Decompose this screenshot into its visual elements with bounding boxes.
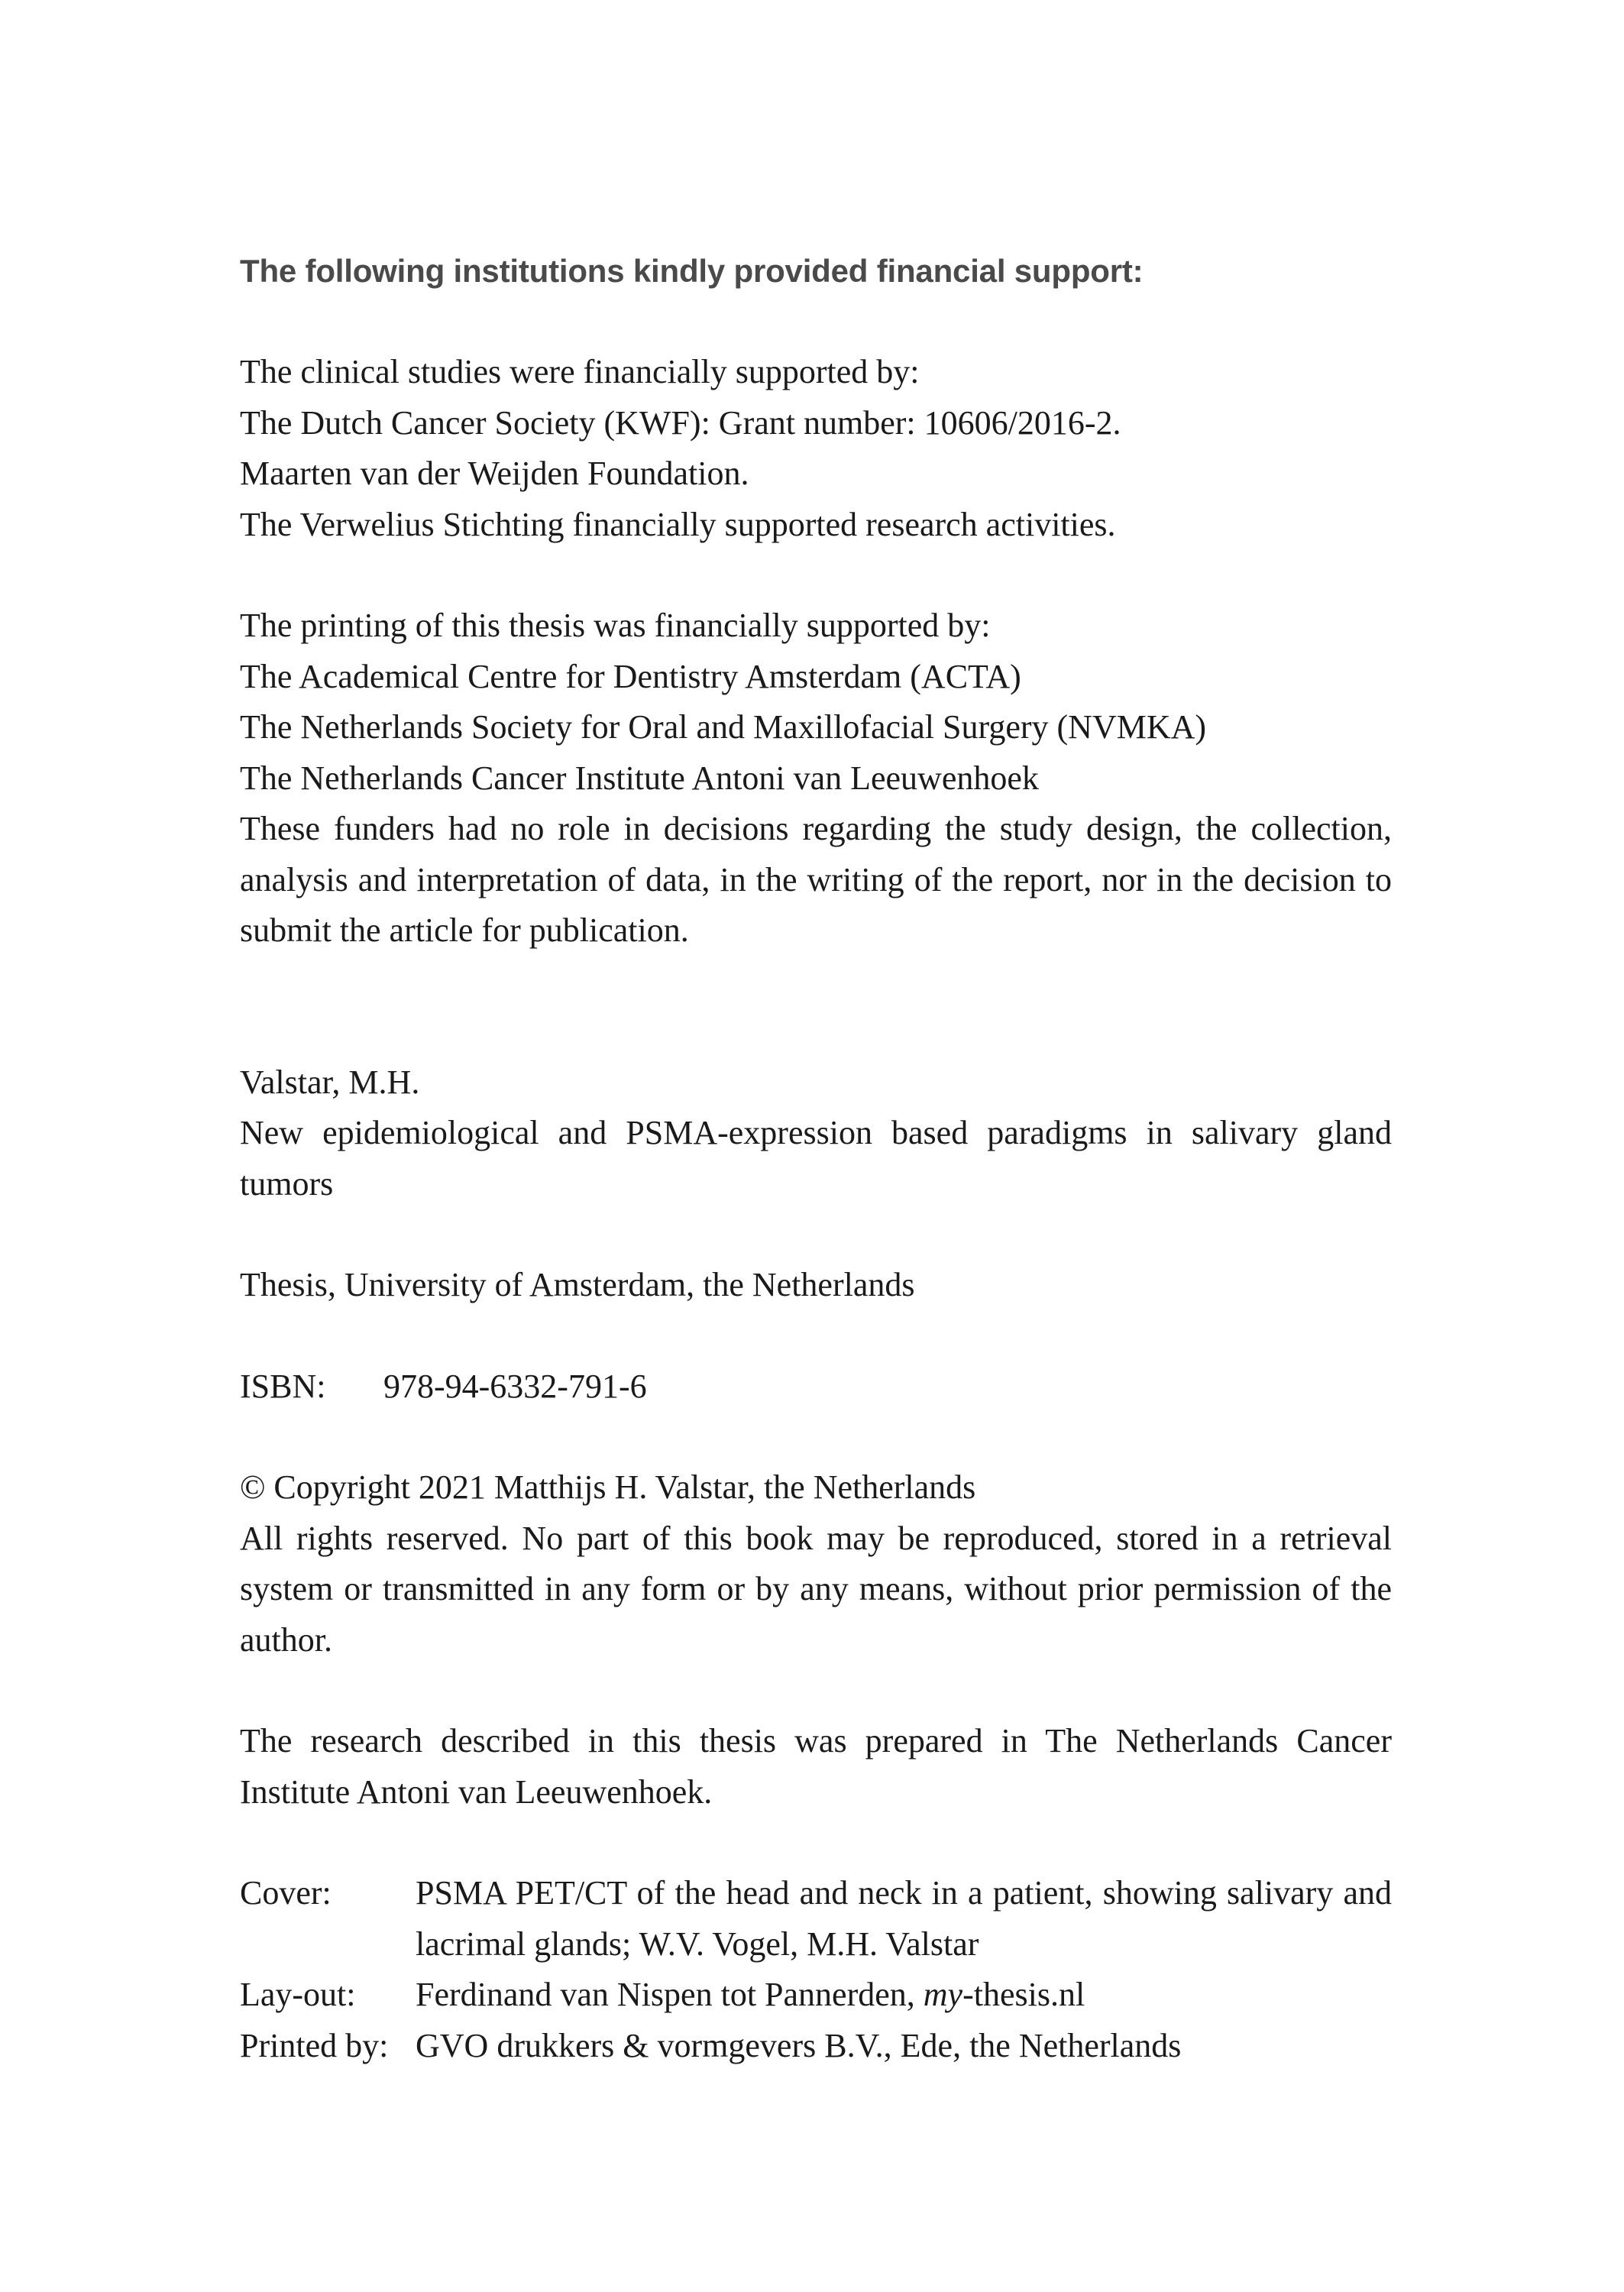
thesis-info-section (240, 1057, 1392, 1210)
clinical-intro: The clinical studies were financially supported by: (240, 353, 920, 390)
clinical-line: Maarten van der Weijden Foundation. (240, 455, 749, 492)
copyright-section (240, 1462, 1392, 1666)
printed-value: GVO drukkers & vormgevers B.V., Ede, the Netherlands (416, 2026, 1182, 2064)
printing-support-section (240, 601, 1392, 957)
funders-disclaimer: These funders had no role in decisions regarding the study design, the collection, analysis and interpretation of data, in the writing of the report, nor in the decision to submit the article for publication. (240, 810, 1392, 949)
cover-value: PSMA PET/CT of the head and neck in a patient, showing salivary and lacrimal glands; W.V. Vogel, M.H. Valstar (416, 1874, 1392, 1963)
clinical-line: The Verwelius Stichting financially supported research activities. (240, 505, 1116, 543)
cover-label: Cover: (240, 1874, 332, 1912)
layout-site-suffix: -thesis.nl (962, 1976, 1085, 2013)
credit-row-printed (240, 2021, 1392, 2072)
rights-statement: All rights reserved. No part of this book may be reproduced, stored in a retrieval system or transmitted in any form or by any means, without prior permission of the author. (240, 1519, 1392, 1659)
support-heading: The following institutions kindly provided financial support: (240, 253, 1144, 289)
printing-line: The Netherlands Society for Oral and Maxillofacial Surgery (NVMKA) (240, 708, 1207, 746)
copyright-line: © Copyright 2021 Matthijs H. Valstar, the Netherlands (240, 1468, 976, 1506)
credit-row-layout (240, 1970, 1392, 2021)
layout-value (416, 1970, 1392, 2021)
printing-line: The Academical Centre for Dentistry Amsterdam (ACTA) (240, 657, 1021, 695)
layout-site-italic: my (923, 1976, 963, 2013)
printing-intro: The printing of this thesis was financially supported by: (240, 607, 991, 644)
thesis-institution: Thesis, University of Amsterdam, the Netherlands (240, 1266, 915, 1303)
printing-line: The Netherlands Cancer Institute Antoni van Leeuwenhoek (240, 759, 1039, 797)
colophon-page (240, 246, 1392, 2071)
layout-label: Lay-out: (240, 1976, 356, 2013)
layout-designer: Ferdinand van Nispen tot Pannerden, (416, 1976, 924, 2013)
isbn-value: 978-94-6332-791-6 (383, 1367, 647, 1405)
printed-label: Printed by: (240, 2026, 389, 2064)
credit-row-cover (240, 1868, 1392, 1970)
thesis-title: New epidemiological and PSMA-expression based paradigms in salivary gland tumors (240, 1114, 1392, 1203)
clinical-line: The Dutch Cancer Society (KWF): Grant number: 10606/2016-2. (240, 403, 1121, 442)
isbn-row (240, 1361, 1392, 1413)
clinical-support-section (240, 347, 1392, 550)
credits-section (240, 1868, 1392, 2071)
research-statement: The research described in this thesis was prepared in The Netherlands Cancer Institute Antoni van Leeuwenhoek. (240, 1722, 1392, 1811)
isbn-label: ISBN: (240, 1367, 326, 1405)
author-name: Valstar, M.H. (240, 1063, 420, 1101)
